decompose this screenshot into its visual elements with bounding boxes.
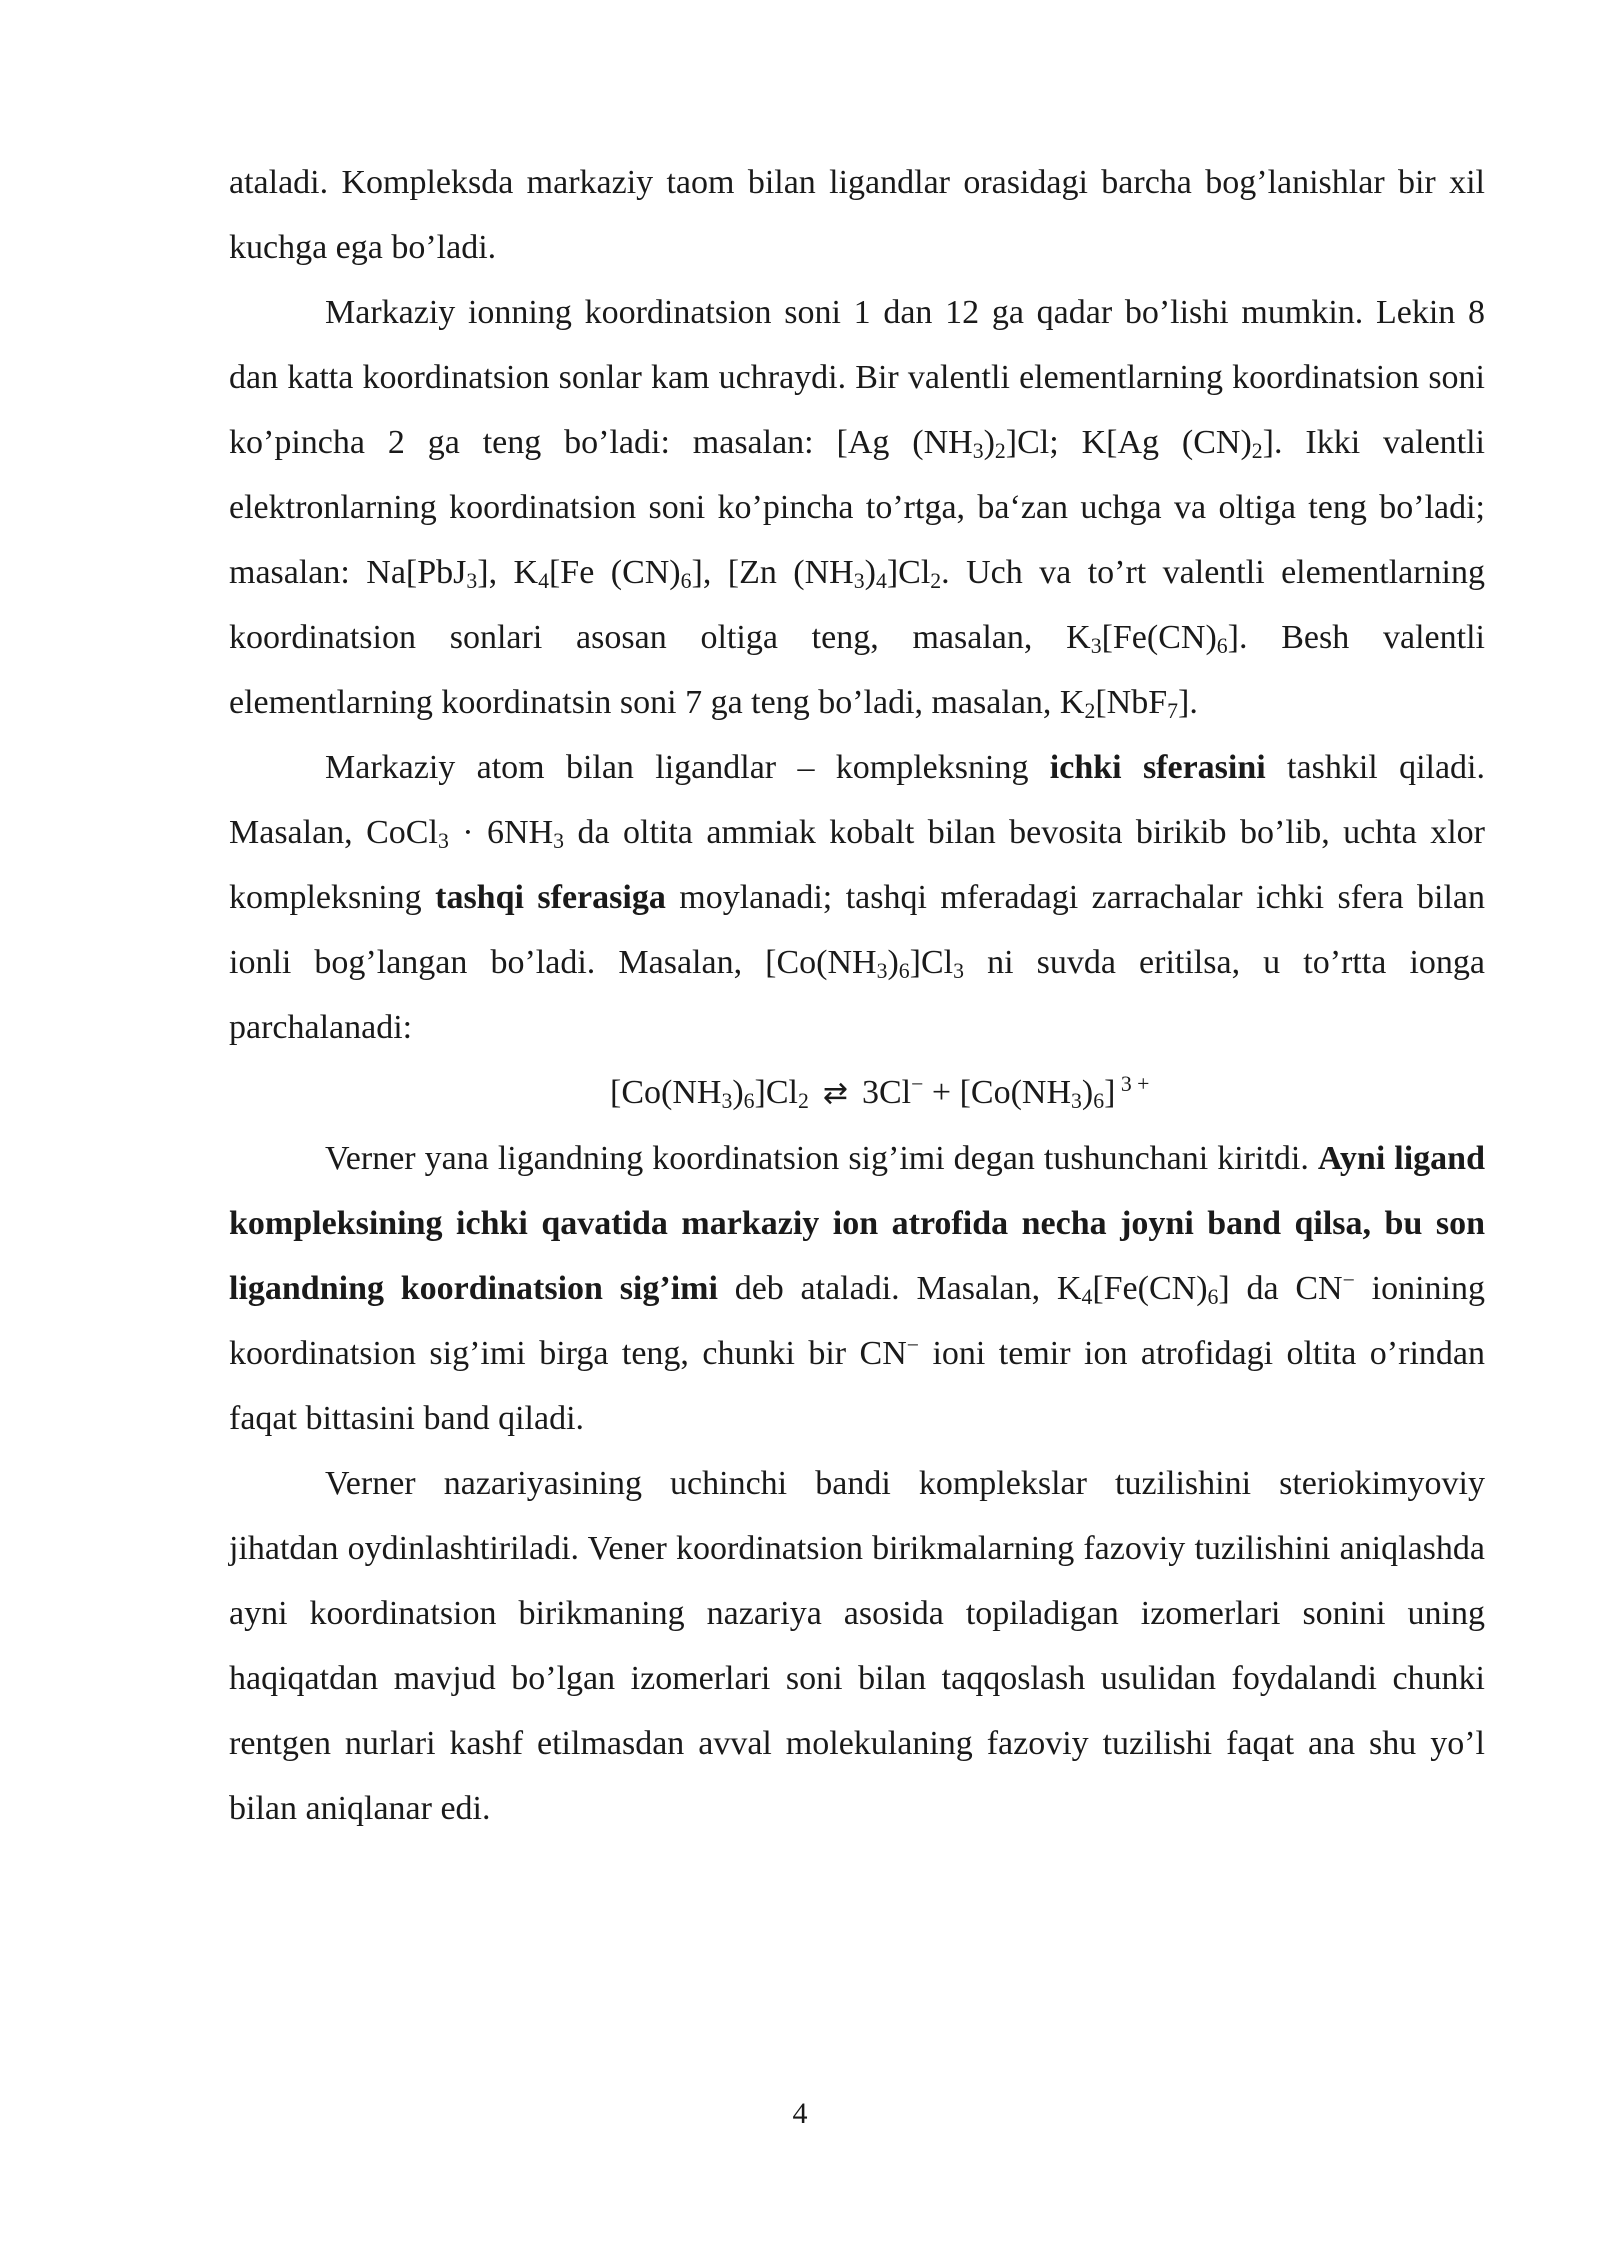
paragraph-3: Markaziy atom bilan ligandlar – kompleksning ichki sferasini tashkil qiladi. Masalan, CoCl$_3$ · $6NH_3$ da oltita ammiak kobalt bilan bevosita birikib bo’lib, uchta xlor kompleksning tashqi sferasiga moylanadi; tashqi mferadagi zarrachalar ichki sfera bilan ionli bog’langan bo’ladi. Masalan, $[Co(NH_3)_6]Cl_3$ ni suvda eritilsa, u to’rtta ionga parchalanadi:: [229, 749, 1485, 1046]
equilibrium-arrow-icon: ⇄: [822, 1076, 848, 1111]
paragraph-4: Verner yana ligandning koordinatsion sig’imi degan tushunchani kiritdi. Ayni ligand kompleksining ichki qavatida markaziy ion atrofida necha joyni band qilsa, bu son ligandning koordinatsion sig’imi deb ataladi. Masalan, $K_4[Fe(CN)_6]$ da CN− ionining koordinatsion sig’imi birga teng, chunki bir CN− ioni temir ion atrofidagi oltita o’rindan faqat bittasini band qiladi.: [229, 1140, 1486, 1437]
definition-bold: Ayni ligand kompleksining ichki qavatida markaziy ion atrofida necha joyni band qilsa, bu son ligandning koordinatsion sig’imi: [229, 1140, 1485, 1307]
term-tashqi-sferasiga: tashqi sferasiga: [435, 879, 666, 916]
chemical-equation: $[Co(NH_3)_6]Cl_2$ ⇄ $3Cl^- + [Co(NH_3)_6]$ $^{3 +}$: [229, 1060, 1485, 1126]
paragraph-1: ataladi. Kompleksda markaziy taom bilan ligandlar orasidagi barcha bog’lanishlar bir xil kuchga ega bo’ladi.: [229, 164, 1485, 266]
text-body: [229, 150, 1485, 1841]
page-number: 4: [792, 2097, 808, 2130]
paragraph-2: Markaziy ionning koordinatsion soni 1 dan 12 ga qadar bo’lishi mumkin. Lekin 8 dan katta koordinatsion sonlar kam uchraydi. Bir valentli elementlarning koordinatsion soni ko’pincha 2 ga teng bo’ladi: masalan: [Ag $(NH_3)_2]Cl$; K[Ag $(CN)_2$]. Ikki valentli elektronlarning koordinatsion soni ko’pincha to’rtga, ba‘zan uchga va oltiga teng bo’ladi; masalan: Na[PbJ$_3$], $K_4[Fe$ $(CN)_6$], [Zn $(NH_3)_4]Cl_2$. Uch va to’rt valentli elementlarning koordinatsion sonlari asosan oltiga teng, masalan, $K_3[Fe(CN)_6]$. Besh valentli elementlarning koordinatsin soni 7 ga teng bo’ladi, masalan, $K_2[NbF_7]$.: [229, 294, 1486, 723]
paragraph-5: Verner nazariyasining uchinchi bandi komplekslar tuzilishini steriokimyoviy jihatdan oydinlashtiriladi. Vener koordinatsion birikmalarning fazoviy tuzilishini aniqlashda ayni koordinatsion birikmaning nazariya asosida topiladigan izomerlari sonini uning haqiqatdan mavjud bo’lgan izomerlari soni bilan taqqoslash usulidan foydalandi chunki rentgen nurlari kashf etilmasdan avval molekulaning fazoviy tuzilishi faqat ana shu yo’l bilan aniqlanar edi.: [229, 1465, 1485, 1827]
term-ichki-sferasini: ichki sferasini: [1049, 749, 1266, 786]
